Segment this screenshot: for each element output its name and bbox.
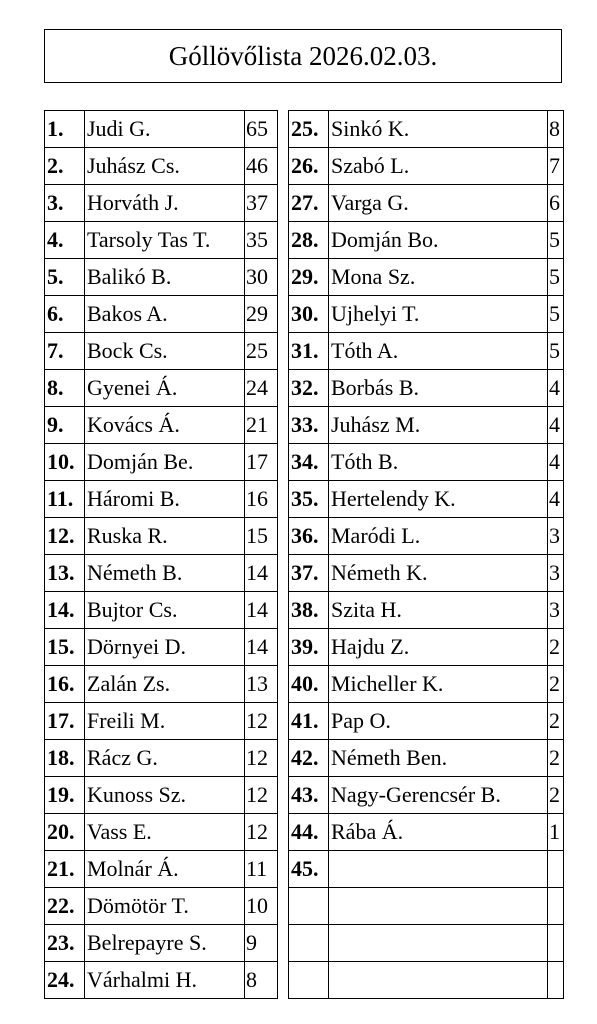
- rank-cell: 33.: [289, 407, 329, 444]
- table-row: [289, 111, 564, 148]
- table-row: [45, 962, 278, 999]
- goals-cell: 12: [245, 703, 278, 740]
- goals-cell: 4: [548, 481, 564, 518]
- rank-cell: 30.: [289, 296, 329, 333]
- table-row: [45, 407, 278, 444]
- table-row: [45, 555, 278, 592]
- page-title-box: [44, 29, 562, 83]
- table-row: [45, 888, 278, 925]
- rank-cell: 37.: [289, 555, 329, 592]
- table-row: [289, 777, 564, 814]
- player-name-cell: [329, 888, 548, 925]
- player-name-cell: Judi G.: [85, 111, 245, 148]
- goals-cell: 4: [548, 407, 564, 444]
- table-row: [45, 666, 278, 703]
- player-name-cell: [329, 851, 548, 888]
- player-name-cell: Varga G.: [329, 185, 548, 222]
- table-row: [289, 481, 564, 518]
- goals-cell: 8: [548, 111, 564, 148]
- player-name-cell: Bock Cs.: [85, 333, 245, 370]
- table-row: [45, 222, 278, 259]
- table-row: [45, 481, 278, 518]
- goals-cell: 2: [548, 666, 564, 703]
- table-row: [289, 740, 564, 777]
- rank-cell: 40.: [289, 666, 329, 703]
- rank-cell: 25.: [289, 111, 329, 148]
- table-row: [289, 148, 564, 185]
- page-title: Góllövőlista 2026.02.03.: [168, 40, 438, 71]
- rank-cell: 23.: [45, 925, 85, 962]
- goals-cell: 12: [245, 777, 278, 814]
- goals-cell: 2: [548, 703, 564, 740]
- player-name-cell: Tóth B.: [329, 444, 548, 481]
- table-row: [289, 555, 564, 592]
- player-name-cell: Szabó L.: [329, 148, 548, 185]
- goals-cell: 6: [548, 185, 564, 222]
- player-name-cell: Tarsoly Tas T.: [85, 222, 245, 259]
- goals-cell: 16: [245, 481, 278, 518]
- player-name-cell: Kovács Á.: [85, 407, 245, 444]
- goals-cell: 14: [245, 592, 278, 629]
- goals-cell: 46: [245, 148, 278, 185]
- scorer-table-left: [44, 110, 278, 999]
- rank-cell: 34.: [289, 444, 329, 481]
- goals-cell: 14: [245, 555, 278, 592]
- player-name-cell: Balikó B.: [85, 259, 245, 296]
- rank-cell: 38.: [289, 592, 329, 629]
- goals-cell: 3: [548, 518, 564, 555]
- goals-cell: 29: [245, 296, 278, 333]
- table-row: [289, 333, 564, 370]
- player-name-cell: Bakos A.: [85, 296, 245, 333]
- table-row: [45, 296, 278, 333]
- rank-cell: 12.: [45, 518, 85, 555]
- goals-cell: 12: [245, 740, 278, 777]
- goals-cell: 1: [548, 814, 564, 851]
- goals-cell: 5: [548, 296, 564, 333]
- table-row: [289, 814, 564, 851]
- goals-cell: 17: [245, 444, 278, 481]
- rank-cell: 2.: [45, 148, 85, 185]
- table-row: [289, 925, 564, 962]
- rank-cell: 26.: [289, 148, 329, 185]
- rank-cell: 32.: [289, 370, 329, 407]
- table-row: [45, 370, 278, 407]
- table-row: [45, 851, 278, 888]
- table-row: [289, 592, 564, 629]
- player-name-cell: Tóth A.: [329, 333, 548, 370]
- player-name-cell: Zalán Zs.: [85, 666, 245, 703]
- goals-cell: 5: [548, 259, 564, 296]
- player-name-cell: Háromi B.: [85, 481, 245, 518]
- rank-cell: 29.: [289, 259, 329, 296]
- player-name-cell: Németh Ben.: [329, 740, 548, 777]
- player-name-cell: Várhalmi H.: [85, 962, 245, 999]
- goals-cell: 8: [245, 962, 278, 999]
- goals-cell: 13: [245, 666, 278, 703]
- player-name-cell: Mona Sz.: [329, 259, 548, 296]
- rank-cell: 6.: [45, 296, 85, 333]
- player-name-cell: Pap O.: [329, 703, 548, 740]
- goals-cell: 2: [548, 629, 564, 666]
- table-row: [289, 444, 564, 481]
- rank-cell: [289, 925, 329, 962]
- table-row: [45, 740, 278, 777]
- rank-cell: 44.: [289, 814, 329, 851]
- table-row: [45, 777, 278, 814]
- table-row: [45, 592, 278, 629]
- goals-cell: 21: [245, 407, 278, 444]
- table-row: [289, 407, 564, 444]
- rank-cell: 21.: [45, 851, 85, 888]
- player-name-cell: Dörnyei D.: [85, 629, 245, 666]
- goals-cell: 15: [245, 518, 278, 555]
- player-name-cell: Domján Bo.: [329, 222, 548, 259]
- table-row: [289, 666, 564, 703]
- goals-cell: 2: [548, 740, 564, 777]
- rank-cell: 35.: [289, 481, 329, 518]
- table-row: [289, 888, 564, 925]
- goals-cell: 5: [548, 333, 564, 370]
- rank-cell: 43.: [289, 777, 329, 814]
- player-name-cell: Gyenei Á.: [85, 370, 245, 407]
- table-row: [45, 629, 278, 666]
- rank-cell: 11.: [45, 481, 85, 518]
- table-row: [289, 370, 564, 407]
- player-name-cell: Németh B.: [85, 555, 245, 592]
- rank-cell: 16.: [45, 666, 85, 703]
- table-row: [45, 148, 278, 185]
- player-name-cell: Németh K.: [329, 555, 548, 592]
- table-row: [289, 518, 564, 555]
- goals-cell: [548, 925, 564, 962]
- rank-cell: 17.: [45, 703, 85, 740]
- goals-cell: 4: [548, 370, 564, 407]
- player-name-cell: Ruska R.: [85, 518, 245, 555]
- player-name-cell: Kunoss Sz.: [85, 777, 245, 814]
- goals-cell: 11: [245, 851, 278, 888]
- rank-cell: 15.: [45, 629, 85, 666]
- rank-cell: 24.: [45, 962, 85, 999]
- player-name-cell: Rába Á.: [329, 814, 548, 851]
- rank-cell: 18.: [45, 740, 85, 777]
- player-name-cell: Juhász Cs.: [85, 148, 245, 185]
- player-name-cell: Dömötör T.: [85, 888, 245, 925]
- goals-cell: 37: [245, 185, 278, 222]
- table-row: [45, 259, 278, 296]
- goals-cell: 3: [548, 555, 564, 592]
- table-row: [45, 333, 278, 370]
- rank-cell: 7.: [45, 333, 85, 370]
- rank-cell: 45.: [289, 851, 329, 888]
- rank-cell: 8.: [45, 370, 85, 407]
- table-row: [289, 851, 564, 888]
- goals-cell: 24: [245, 370, 278, 407]
- rank-cell: 28.: [289, 222, 329, 259]
- rank-cell: 41.: [289, 703, 329, 740]
- table-row: [289, 296, 564, 333]
- goals-cell: 65: [245, 111, 278, 148]
- player-name-cell: Maródi L.: [329, 518, 548, 555]
- player-name-cell: [329, 962, 548, 999]
- rank-cell: 22.: [45, 888, 85, 925]
- goals-cell: 10: [245, 888, 278, 925]
- player-name-cell: Belrepayre S.: [85, 925, 245, 962]
- player-name-cell: Nagy-Gerencsér B.: [329, 777, 548, 814]
- table-row: [45, 444, 278, 481]
- player-name-cell: Borbás B.: [329, 370, 548, 407]
- player-name-cell: [329, 925, 548, 962]
- table-row: [289, 629, 564, 666]
- table-row: [289, 185, 564, 222]
- table-row: [45, 814, 278, 851]
- scorer-table-right: [288, 110, 564, 999]
- goals-cell: [548, 851, 564, 888]
- player-name-cell: Rácz G.: [85, 740, 245, 777]
- goals-cell: 2: [548, 777, 564, 814]
- rank-cell: 42.: [289, 740, 329, 777]
- goals-cell: 14: [245, 629, 278, 666]
- rank-cell: 1.: [45, 111, 85, 148]
- player-name-cell: Hertelendy K.: [329, 481, 548, 518]
- rank-cell: 19.: [45, 777, 85, 814]
- player-name-cell: Freili M.: [85, 703, 245, 740]
- table-row: [289, 962, 564, 999]
- rank-cell: 27.: [289, 185, 329, 222]
- goals-cell: [548, 962, 564, 999]
- rank-cell: 4.: [45, 222, 85, 259]
- player-name-cell: Domján Be.: [85, 444, 245, 481]
- player-name-cell: Horváth J.: [85, 185, 245, 222]
- goals-cell: 3: [548, 592, 564, 629]
- goals-cell: 30: [245, 259, 278, 296]
- goals-cell: 9: [245, 925, 278, 962]
- rank-cell: 31.: [289, 333, 329, 370]
- player-name-cell: Molnár Á.: [85, 851, 245, 888]
- rank-cell: [289, 888, 329, 925]
- player-name-cell: Bujtor Cs.: [85, 592, 245, 629]
- table-row: [289, 703, 564, 740]
- table-row: [45, 111, 278, 148]
- player-name-cell: Micheller K.: [329, 666, 548, 703]
- goals-cell: 12: [245, 814, 278, 851]
- player-name-cell: Ujhelyi T.: [329, 296, 548, 333]
- player-name-cell: Vass E.: [85, 814, 245, 851]
- rank-cell: 10.: [45, 444, 85, 481]
- table-row: [289, 259, 564, 296]
- rank-cell: 9.: [45, 407, 85, 444]
- goals-cell: 4: [548, 444, 564, 481]
- table-row: [45, 185, 278, 222]
- player-name-cell: Sinkó K.: [329, 111, 548, 148]
- player-name-cell: Szita H.: [329, 592, 548, 629]
- table-row: [45, 518, 278, 555]
- rank-cell: 3.: [45, 185, 85, 222]
- table-row: [45, 925, 278, 962]
- table-row: [45, 703, 278, 740]
- table-row: [289, 222, 564, 259]
- goals-cell: 35: [245, 222, 278, 259]
- rank-cell: 13.: [45, 555, 85, 592]
- goals-cell: 25: [245, 333, 278, 370]
- rank-cell: 14.: [45, 592, 85, 629]
- player-name-cell: Hajdu Z.: [329, 629, 548, 666]
- goals-cell: 5: [548, 222, 564, 259]
- rank-cell: 36.: [289, 518, 329, 555]
- rank-cell: 5.: [45, 259, 85, 296]
- rank-cell: 39.: [289, 629, 329, 666]
- goals-cell: 7: [548, 148, 564, 185]
- rank-cell: 20.: [45, 814, 85, 851]
- rank-cell: [289, 962, 329, 999]
- player-name-cell: Juhász M.: [329, 407, 548, 444]
- goals-cell: [548, 888, 564, 925]
